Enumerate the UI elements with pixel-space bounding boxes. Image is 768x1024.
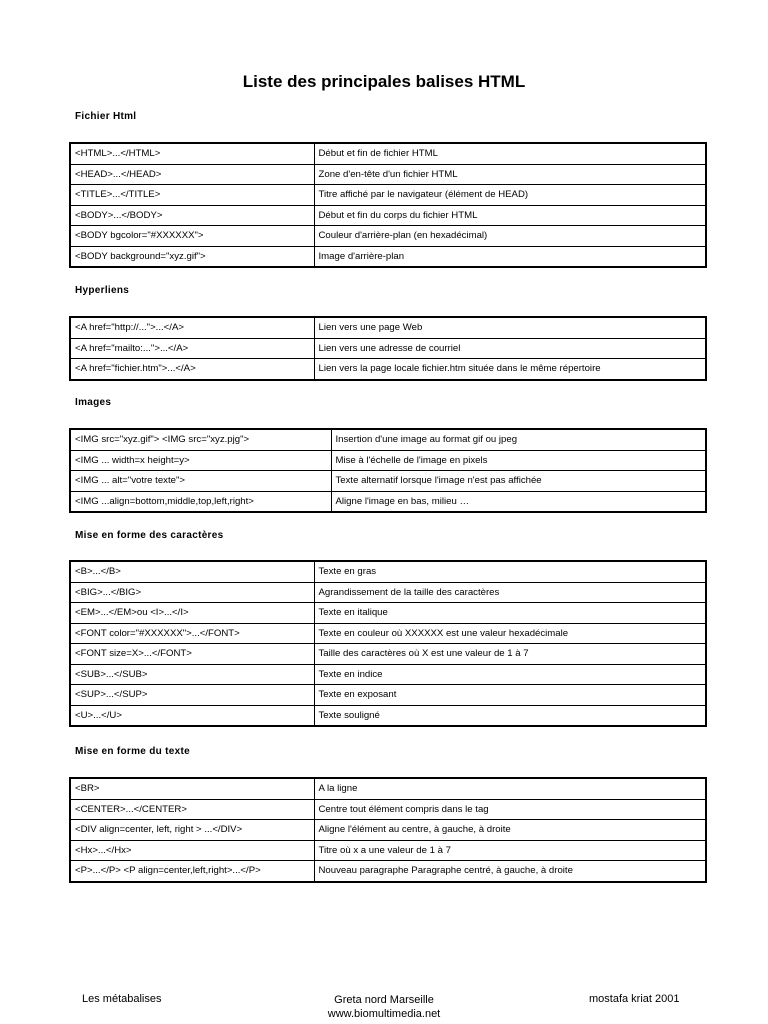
tag-cell: <A href="fichier.htm">...</A> <box>70 359 314 380</box>
tag-cell: <IMG ...align=bottom,middle,top,left,right> <box>70 491 331 512</box>
description-cell: Couleur d'arrière-plan (en hexadécimal) <box>314 226 706 247</box>
table-row <box>70 705 706 726</box>
footer-author: mostafa kriat 2001 <box>589 993 680 1005</box>
tag-cell: <TITLE>...</TITLE> <box>70 185 314 206</box>
tag-cell: <DIV align=center, left, right > ...</DIV> <box>70 820 314 841</box>
tag-cell: <A href="http://...">...</A> <box>70 317 314 338</box>
table-row <box>70 561 706 582</box>
tag-cell: <BODY background="xyz.gif"> <box>70 246 314 267</box>
tag-cell: <EM>...</EM>ou <I>...</I> <box>70 603 314 624</box>
description-cell: Agrandissement de la taille des caractères <box>314 582 706 603</box>
document-title: Liste des principales balises HTML <box>242 72 526 91</box>
table-row <box>70 491 706 512</box>
description-cell: Début et fin de fichier HTML <box>314 143 706 164</box>
description-cell: Aligne l'élément au centre, à gauche, à droite <box>314 820 706 841</box>
tag-cell: <IMG src="xyz.gif"> <IMG src="xyz.pjg"> <box>70 429 331 450</box>
tag-cell: <FONT size=X>...</FONT> <box>70 644 314 665</box>
table-row <box>70 799 706 820</box>
description-cell: Centre tout élément compris dans le tag <box>314 799 706 820</box>
tag-cell: <BR> <box>70 778 314 799</box>
tag-cell: <BIG>...</BIG> <box>70 582 314 603</box>
table-row <box>70 338 706 359</box>
description-cell: Texte en exposant <box>314 685 706 706</box>
tag-cell: <HTML>...</HTML> <box>70 143 314 164</box>
table-row <box>70 143 706 164</box>
description-cell: Zone d'en-tête d'un fichier HTML <box>314 164 706 185</box>
description-cell: Texte en couleur où XXXXXX est une valeur hexadécimale <box>314 623 706 644</box>
footer-website: www.biomultimedia.net <box>327 1008 441 1020</box>
tag-cell: <SUP>...</SUP> <box>70 685 314 706</box>
footer-left: Les métabalises <box>82 993 162 1005</box>
tag-cell: <FONT color="#XXXXXX">...</FONT> <box>70 623 314 644</box>
table-row <box>70 317 706 338</box>
tag-cell: <IMG ... alt="votre texte"> <box>70 471 331 492</box>
table-row <box>70 450 706 471</box>
description-cell: A la ligne <box>314 778 706 799</box>
table-row <box>70 164 706 185</box>
description-cell: Image d'arrière-plan <box>314 246 706 267</box>
section-heading-hyperliens: Hyperliens <box>75 285 130 296</box>
description-cell: Titre où x a une valeur de 1 à 7 <box>314 840 706 861</box>
table-row <box>70 840 706 861</box>
description-cell: Texte souligné <box>314 705 706 726</box>
description-cell: Texte en gras <box>314 561 706 582</box>
table-row <box>70 226 706 247</box>
description-cell: Aligne l'image en bas, milieu … <box>331 491 706 512</box>
description-cell: Nouveau paragraphe Paragraphe centré, à gauche, à droite <box>314 861 706 882</box>
tag-cell: <BODY>...</BODY> <box>70 205 314 226</box>
tag-cell: <SUB>...</SUB> <box>70 664 314 685</box>
tag-cell: <IMG ... width=x height=y> <box>70 450 331 471</box>
tag-cell: <CENTER>...</CENTER> <box>70 799 314 820</box>
description-cell: Lien vers la page locale fichier.htm située dans le même répertoire <box>314 359 706 380</box>
table-texte <box>69 777 707 883</box>
section-heading-caracteres: Mise en forme des caractères <box>75 530 224 541</box>
description-cell: Taille des caractères où X est une valeur de 1 à 7 <box>314 644 706 665</box>
table-row <box>70 820 706 841</box>
table-row <box>70 471 706 492</box>
description-cell: Texte alternatif lorsque l'image n'est pas affichée <box>331 471 706 492</box>
description-cell: Insertion d'une image au format gif ou jpeg <box>331 429 706 450</box>
table-row <box>70 664 706 685</box>
footer-organization: Greta nord Marseille <box>334 994 434 1006</box>
section-heading-texte: Mise en forme du texte <box>75 746 190 757</box>
section-heading-images: Images <box>75 397 112 408</box>
tag-cell: <P>...</P> <P align=center,left,right>...</P> <box>70 861 314 882</box>
table-row <box>70 685 706 706</box>
table-row <box>70 623 706 644</box>
table-hyperliens <box>69 316 707 381</box>
table-caracteres <box>69 560 707 727</box>
table-row <box>70 246 706 267</box>
table-images <box>69 428 707 513</box>
footer-center <box>234 993 534 1021</box>
description-cell: Lien vers une page Web <box>314 317 706 338</box>
description-cell: Texte en italique <box>314 603 706 624</box>
table-row <box>70 778 706 799</box>
table-row <box>70 644 706 665</box>
table-row <box>70 429 706 450</box>
tag-cell: <B>...</B> <box>70 561 314 582</box>
description-cell: Texte en indice <box>314 664 706 685</box>
tag-cell: <A href="mailto:...">...</A> <box>70 338 314 359</box>
description-cell: Titre affiché par le navigateur (élément de HEAD) <box>314 185 706 206</box>
description-cell: Lien vers une adresse de courriel <box>314 338 706 359</box>
table-row <box>70 205 706 226</box>
table-row <box>70 582 706 603</box>
tag-cell: <BODY bgcolor="#XXXXXX"> <box>70 226 314 247</box>
table-row <box>70 359 706 380</box>
table-fichier-html <box>69 142 707 268</box>
description-cell: Début et fin du corps du fichier HTML <box>314 205 706 226</box>
section-heading-fichier-html: Fichier Html <box>75 111 137 122</box>
table-row <box>70 185 706 206</box>
table-row <box>70 603 706 624</box>
table-row <box>70 861 706 882</box>
tag-cell: <HEAD>...</HEAD> <box>70 164 314 185</box>
tag-cell: <Hx>...</Hx> <box>70 840 314 861</box>
description-cell: Mise à l'échelle de l'image en pixels <box>331 450 706 471</box>
tag-cell: <U>...</U> <box>70 705 314 726</box>
